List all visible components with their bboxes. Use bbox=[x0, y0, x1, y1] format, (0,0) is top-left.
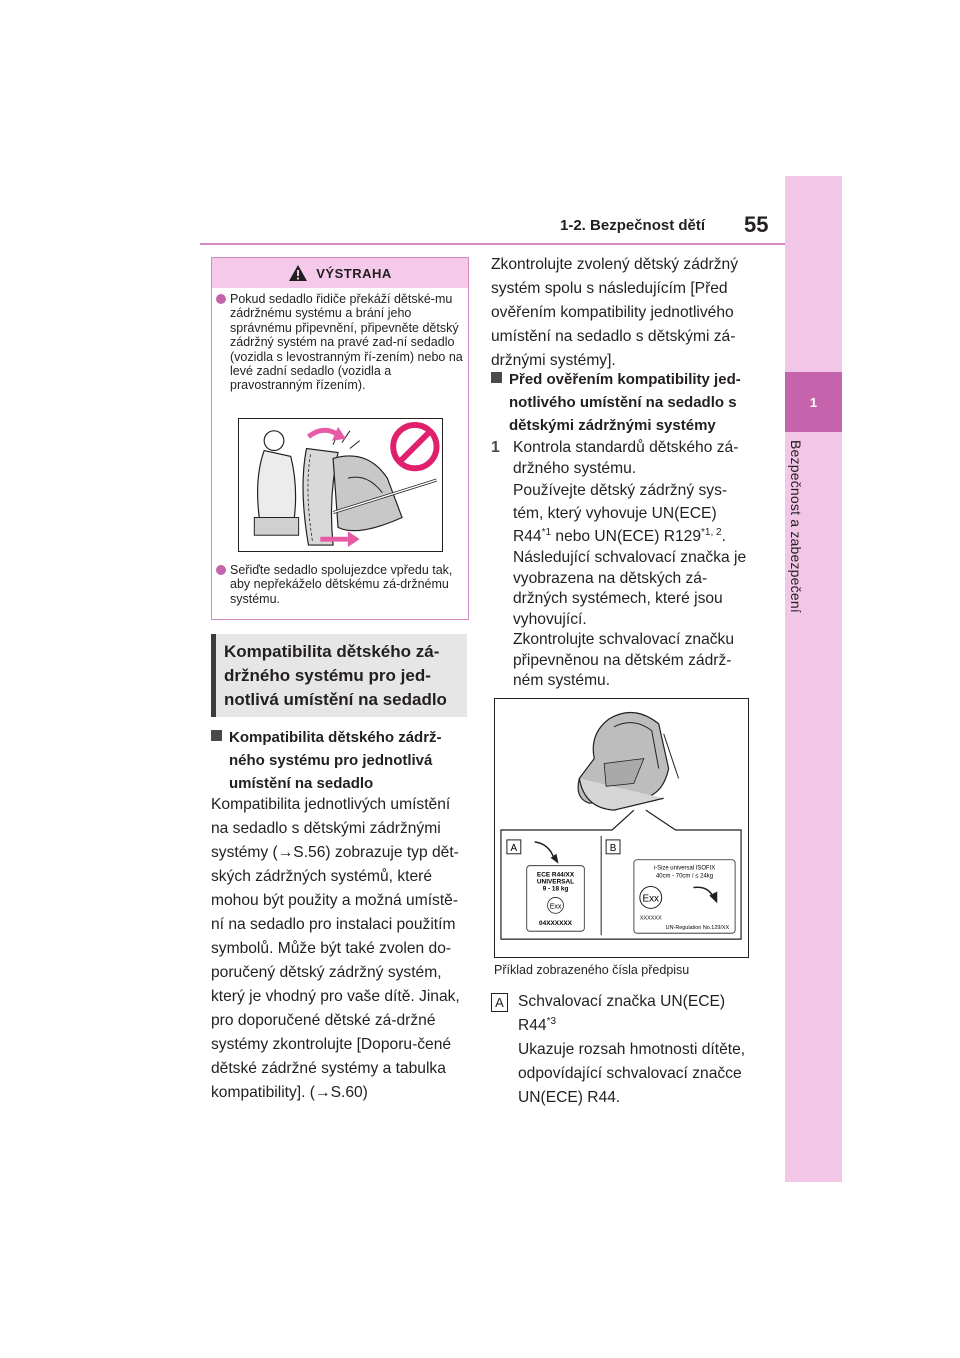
label-b: B bbox=[609, 842, 617, 854]
step-text-part: Používejte dětský zádržný sys-tém, který vyhovuje UN(ECE) R44 bbox=[513, 482, 728, 545]
header-rule bbox=[200, 243, 785, 245]
step-text-part: . bbox=[721, 528, 726, 545]
step-number: 1 bbox=[491, 439, 500, 456]
section-heading-line: držného systému pro jed- bbox=[224, 666, 431, 685]
left-subheading: Kompatibilita dětského zádrž-ného systému pro jednotlivá umístění na sedadlo bbox=[229, 729, 442, 792]
warning-item bbox=[216, 292, 466, 393]
side-tab-strip bbox=[785, 176, 842, 1182]
header-section-title: 1-2. Bezpečnost dětí bbox=[560, 217, 706, 234]
step-line: Kontrola standardů dětského zá-držného systému. bbox=[513, 439, 739, 477]
section-heading-line: notlivá umístění na sedadlo bbox=[224, 690, 447, 709]
left-body-text: Kompatibilita jednotlivých umístění na sedadlo s dětskými zádržnými systémy (→S.56) zobrazuje typ dět-ských zádržných systémů, které mohou být použity a možná umístě-ní na sedadlo pro instalaci použitím symbolů. Může být také zvolen do-poručený dětský zádržný systém, který je vhodný pro vaše dítě. Jinak, pro doporučené dětské zá-držné systémy zkontrolujte [Doporu-čené dětské zádržné systémy a tabulka kompatibility]. (→S.60) bbox=[211, 796, 460, 1101]
item-a-marker: A bbox=[491, 993, 508, 1012]
page-number: 55 bbox=[744, 212, 769, 237]
footnote-ref: *3 bbox=[546, 1015, 557, 1027]
label-a: A bbox=[510, 842, 518, 854]
label-b-emblem: Exx bbox=[642, 893, 660, 905]
label-a-line3: 9 - 18 kg bbox=[542, 885, 569, 893]
warning-item-text: Pokud sedadlo řidiče překáží dětské-mu zádržnému systému a brání jeho správnému připevnění, připevněte dětský zádržný systém na pravé zad-ní sedadlo (vozidla s levostranným ří-zením) nebo na levé zadní sedadlo (vozidla a pravostranným řízením). bbox=[230, 292, 463, 393]
left-subheading-block bbox=[211, 726, 471, 795]
seat-obstruction-illustration bbox=[238, 418, 443, 552]
chapter-number: 1 bbox=[809, 394, 818, 410]
warning-item bbox=[216, 563, 466, 606]
label-a-emblem: Exx bbox=[549, 903, 562, 911]
bullet-icon bbox=[216, 565, 226, 575]
item-a bbox=[491, 990, 761, 1110]
square-bullet-icon bbox=[211, 730, 222, 741]
warning-triangle-icon bbox=[288, 264, 308, 282]
step-line: Následující schvalovací značka je vyobrazena na dětských zá-držných systémech, které jsou vyhovující. bbox=[513, 549, 747, 628]
warning-header bbox=[212, 258, 468, 288]
warning-title: VÝSTRAHA bbox=[316, 265, 392, 281]
footnote-ref: *1 bbox=[541, 526, 552, 538]
right-subheading: Před ověřením kompatibility jed-notlivého umístění na sedadlo s dětskými zádržnými systémy bbox=[509, 371, 741, 434]
footnote-ref: *1, 2 bbox=[701, 526, 722, 538]
figure-caption: Příklad zobrazeného čísla předpisu bbox=[494, 963, 690, 977]
label-b-regulation: UN-Regulation No.129/XX bbox=[665, 925, 730, 932]
warning-box bbox=[211, 257, 469, 620]
chapter-title-vertical: Bezpečnost a zabezpečení bbox=[788, 440, 804, 613]
label-b-code: XXXXXX bbox=[639, 915, 662, 922]
right-intro-text: Zkontrolujte zvolený dětský zádržný systém spolu s následujícím [Před ověřením kompatibility jednotlivého umístění na sedadlo s dětskými zá-držnými systémy]. bbox=[491, 256, 739, 369]
square-bullet-icon bbox=[491, 372, 502, 383]
item-a-title: Schvalovací značka UN(ECE) R44 bbox=[518, 993, 726, 1034]
section-heading-box bbox=[211, 634, 467, 717]
step-line: Zkontrolujte schvalovací značku připevněnou na dětském zádrž-ném systému. bbox=[513, 631, 735, 689]
approval-label-figure bbox=[494, 698, 749, 958]
step-text bbox=[513, 438, 756, 692]
step-line bbox=[513, 479, 756, 548]
step-item bbox=[491, 438, 756, 692]
bullet-icon bbox=[216, 294, 226, 304]
item-a-text bbox=[518, 990, 761, 1110]
label-b-line1: i-Size universal ISOFIX bbox=[653, 865, 716, 872]
section-heading-line: Kompatibilita dětského zá- bbox=[224, 642, 440, 661]
label-a-line2: UNIVERSAL bbox=[536, 878, 575, 886]
item-a-title-line bbox=[518, 990, 743, 1038]
chapter-number-tab[interactable] bbox=[785, 372, 842, 432]
right-subheading-block bbox=[491, 368, 756, 437]
item-a-description: Ukazuje rozsah hmotnosti dítěte, odpovídající schvalovací značce UN(ECE) R44. bbox=[518, 1041, 746, 1106]
label-a-line1: ECE R44/XX bbox=[536, 871, 575, 879]
warning-item-text: Seřiďte sedadlo spolujezdce vpředu tak, aby nepřekáželo dětskému zá-držnému systému. bbox=[230, 563, 453, 606]
step-text-part: nebo UN(ECE) R129 bbox=[551, 528, 702, 545]
label-b-line2: 40cm - 70cm / ≤ 24kg bbox=[655, 873, 714, 880]
label-a-code: 04XXXXXX bbox=[539, 920, 572, 928]
